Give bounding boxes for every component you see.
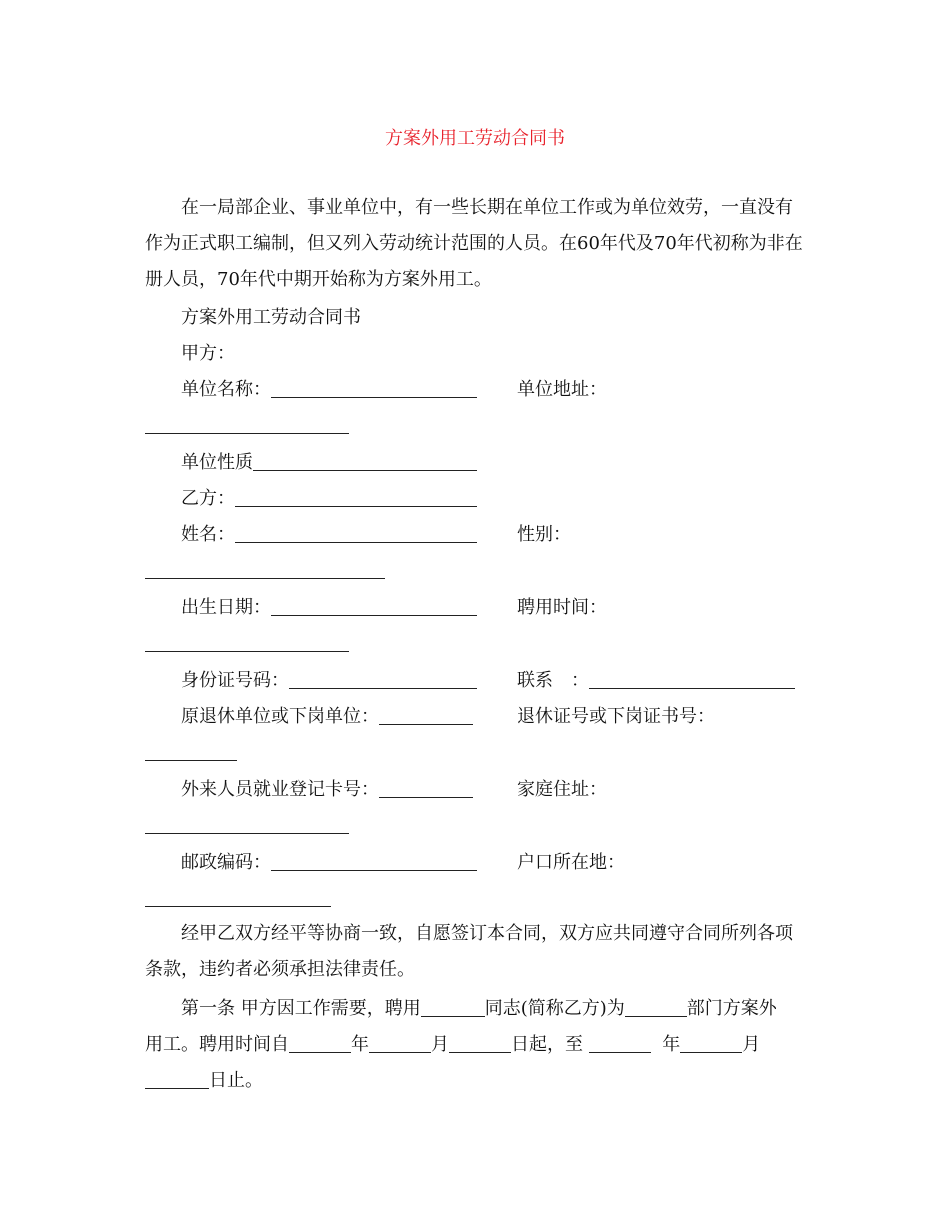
article1-text-7: 日起，至 [511, 1034, 583, 1055]
name-field [181, 523, 477, 547]
birth-date-label: 出生日期： [181, 597, 271, 618]
unit-name-field [181, 378, 477, 402]
home-address-blank[interactable] [145, 833, 349, 834]
id-number-field [181, 669, 477, 693]
document-title: 方案外用工劳动合同书 [385, 128, 565, 149]
end-month-blank[interactable] [680, 1034, 742, 1053]
postcode-blank[interactable] [271, 852, 477, 871]
agreement-paragraph: 经甲乙双方经平等协商一致，自愿签订本合同，双方应共同遵守合同所列各项条款，违约者必须承担法律责任。 [145, 923, 793, 980]
party-a-label: 甲方： [181, 343, 235, 364]
id-number-label: 身份证号码： [181, 670, 289, 691]
intro-paragraph: 在一局部企业、事业单位中，有一些长期在单位工作或为单位效劳，一直没有作为正式职工编制，但又列入劳动统计范围的人员。在60年代及70年代初称为非在册人员，70年代中期开始称为方案外用工。 [145, 197, 803, 290]
postcode-label: 邮政编码： [181, 852, 271, 873]
article1-line3 [145, 1069, 263, 1093]
party-b-label: 乙方： [181, 488, 235, 509]
party-b-field [181, 487, 477, 511]
start-month-blank[interactable] [369, 1034, 431, 1053]
gender-blank[interactable] [145, 578, 385, 579]
hire-time-label: 聘用时间： [517, 597, 607, 618]
department-blank[interactable] [625, 998, 687, 1017]
start-year-blank[interactable] [289, 1034, 351, 1053]
contact-field [517, 669, 795, 693]
party-b-blank[interactable] [235, 488, 477, 507]
unit-nature-label: 单位性质 [181, 452, 253, 473]
end-day-blank[interactable] [145, 1070, 209, 1089]
article1-text-10: 日止。 [209, 1070, 263, 1091]
migrant-card-label: 外来人员就业登记卡号： [181, 779, 379, 800]
unit-address-blank[interactable] [145, 433, 349, 434]
hukou-blank[interactable] [145, 906, 331, 907]
former-unit-field [181, 705, 473, 729]
contact-label: 联系 ： [517, 670, 589, 691]
gender-label: 性别： [517, 524, 571, 545]
unit-name-blank[interactable] [271, 379, 477, 398]
migrant-card-blank[interactable] [379, 779, 473, 798]
start-day-blank[interactable] [449, 1034, 511, 1053]
article1-text-3: 部门方案外 [686, 998, 777, 1019]
name-blank[interactable] [235, 524, 477, 543]
subtitle: 方案外用工劳动合同书 [181, 307, 361, 328]
article1-line2 [145, 1033, 760, 1057]
article1-text-6: 月 [431, 1034, 449, 1055]
contact-blank[interactable] [589, 670, 795, 689]
hukou-label: 户口所在地： [517, 852, 625, 873]
end-year-blank[interactable] [589, 1034, 651, 1053]
unit-address-label: 单位地址： [517, 379, 607, 400]
birth-date-blank[interactable] [271, 597, 477, 616]
former-unit-label: 原退休单位或下岗单位： [181, 706, 379, 727]
retire-cert-blank[interactable] [145, 760, 237, 761]
former-unit-blank[interactable] [379, 706, 473, 725]
postcode-field [181, 851, 477, 875]
home-address-label: 家庭住址： [517, 779, 607, 800]
birth-date-field [181, 596, 477, 620]
hired-person-blank[interactable] [421, 998, 485, 1017]
article1-text-8: 年 [662, 1034, 681, 1055]
article1-text-5: 年 [351, 1034, 369, 1055]
name-label: 姓名： [181, 524, 235, 545]
unit-nature-field [181, 451, 477, 475]
article1-text-4: 用工。聘用时间自 [145, 1034, 289, 1055]
article1-text-9: 月 [742, 1034, 761, 1055]
article1-text-2: 同志(简称乙方)为 [484, 998, 625, 1019]
migrant-card-field [181, 778, 473, 802]
id-number-blank[interactable] [289, 670, 477, 689]
hire-time-blank[interactable] [145, 651, 349, 652]
article1-line1 [181, 997, 777, 1021]
retire-cert-label: 退休证号或下岗证书号： [517, 706, 715, 727]
article1-text-1: 第一条 甲方因工作需要，聘用 [181, 998, 421, 1019]
unit-nature-blank[interactable] [253, 452, 477, 471]
unit-name-label: 单位名称： [181, 379, 271, 400]
